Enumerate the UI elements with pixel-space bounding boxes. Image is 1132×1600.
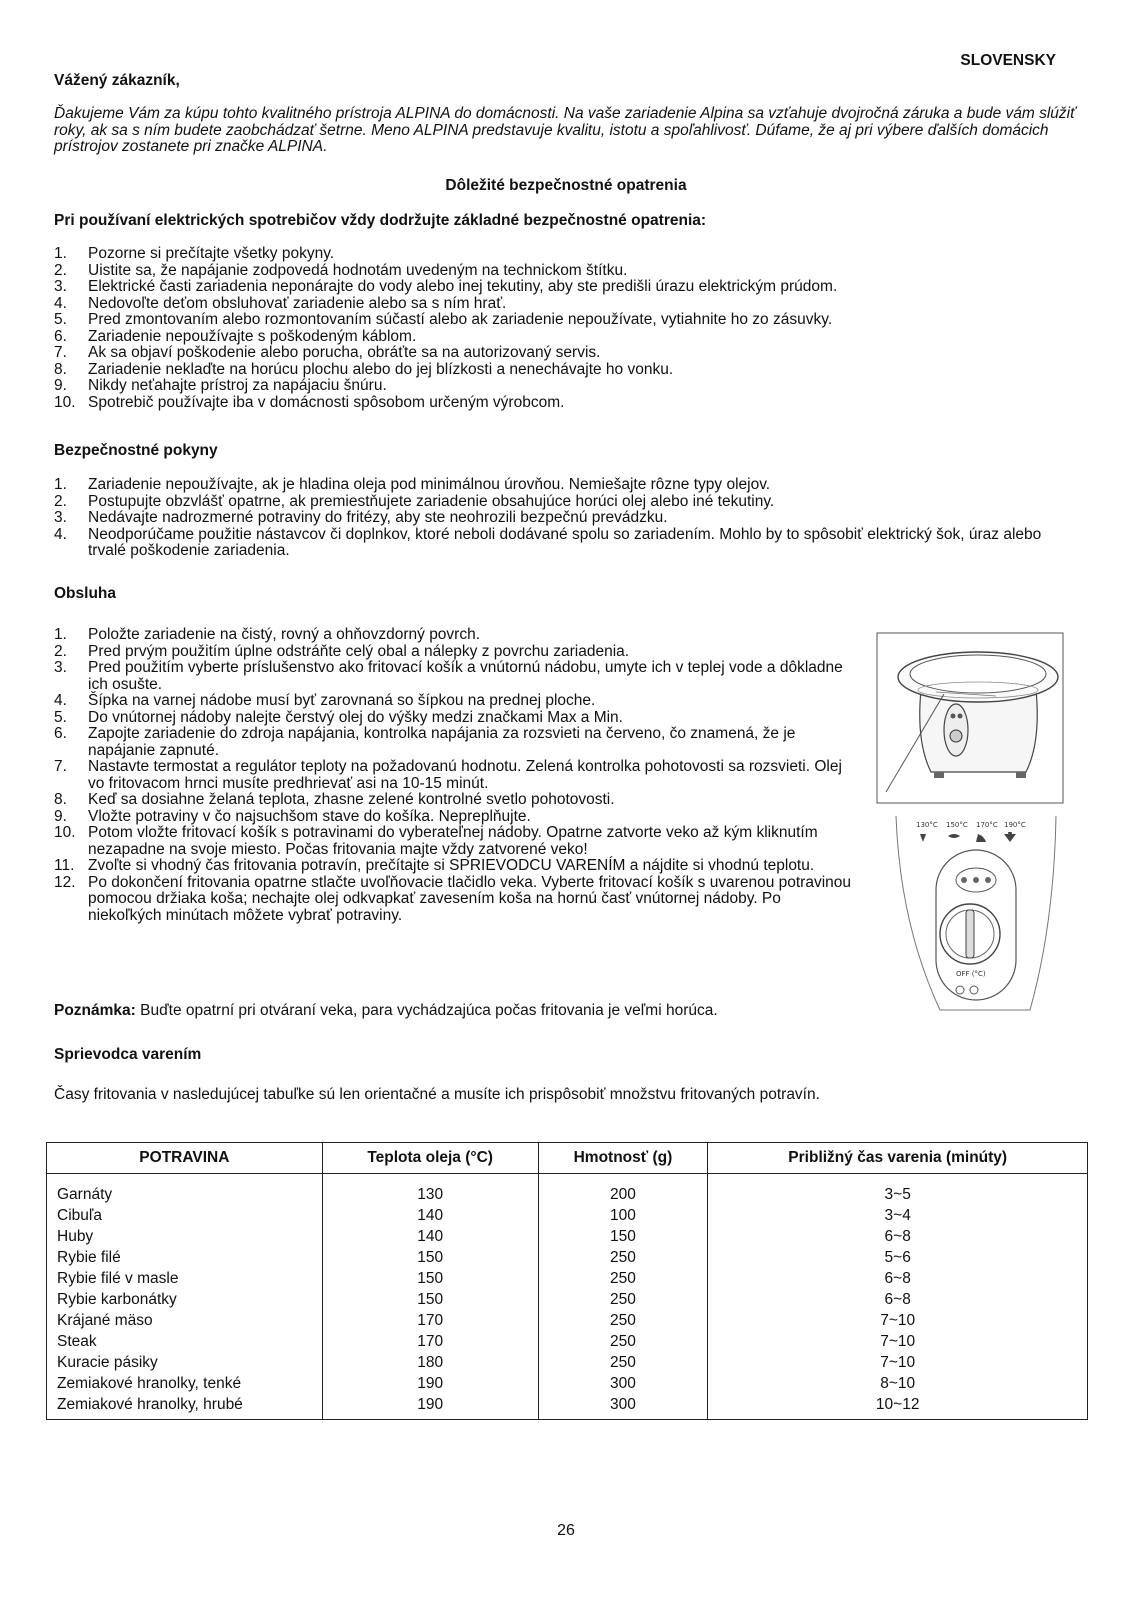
- operation-title: Obsluha: [54, 585, 117, 602]
- operation-list: [54, 627, 854, 924]
- intro-paragraph: Ďakujeme Vám za kúpu tohto kvalitného prístroja ALPINA do domácnosti. Na vaše zariadenie Alpina sa vzťahuje dvojročná záruka a bude vám slúžiť roky, ak sa s ním budete zaobchádzať šetrne. Meno ALPINA predstavuje kvalitu, istotu a spoľahlivosť. Dúfame, že aj pri výbere ďalších domácich prístrojov zostanete pri značke ALPINA.: [54, 105, 1076, 155]
- cell-time: 6~8: [708, 1226, 1088, 1247]
- table-header-row: [47, 1143, 1088, 1174]
- safety-item-text: Nedovoľte deťom obsluhovať zariadenie alebo sa s ním hrať.: [88, 294, 507, 312]
- safety-item-number: 5.: [54, 311, 67, 328]
- cell-food: Kuracie pásiky: [47, 1352, 323, 1373]
- operation-item: [54, 660, 854, 693]
- instruction-item-number: 1.: [54, 476, 67, 493]
- operation-item-text: Nastavte termostat a regulátor teploty na požadovanú hodnotu. Zelená kontrolka pohotovosti sa rozsvieti. Olej vo fritovacom hrnci musíte predhrievať asi na 10-15 minút.: [88, 758, 842, 792]
- instruction-item: [54, 527, 1058, 560]
- cell-food: Zemiakové hranolky, tenké: [47, 1373, 323, 1394]
- cell-food: Garnáty: [47, 1174, 323, 1206]
- operation-item: [54, 875, 854, 925]
- instruction-item-number: 2.: [54, 492, 67, 510]
- operation-item: [54, 858, 854, 875]
- safety-item-number: 4.: [54, 294, 67, 312]
- safety-item-text: Uistite sa, že napájanie zodpovedá hodnotám uvedeným na technickom štítku.: [88, 261, 628, 279]
- table-row: [47, 1174, 1088, 1206]
- safety-item: [54, 279, 1084, 296]
- table-row: [47, 1310, 1088, 1331]
- cell-time: 7~10: [708, 1331, 1088, 1352]
- operation-item-number: 8.: [54, 791, 67, 808]
- safety-item-number: 8.: [54, 360, 67, 378]
- off-label: OFF (°C): [956, 970, 986, 978]
- operation-item-text: Položte zariadenie na čistý, rovný a ohňovzdorný povrch.: [88, 626, 481, 643]
- operation-item-text: Potom vložte fritovací košík s potravinami do vyberateľnej nádoby. Opatrne zatvorte veko až kým kliknutím nezapadne na svoje miesto. Počas fritovania majte vždy zatvorené veko!: [88, 824, 818, 858]
- table-row: [47, 1394, 1088, 1420]
- note-text: Buďte opatrní pri otváraní veka, para vychádzajúca počas fritovania je veľmi horúca.: [135, 1002, 718, 1019]
- safety-item-text: Spotrebič používajte iba v domácnosti spôsobom určeným výrobcom.: [88, 393, 565, 411]
- fish-icon: [948, 834, 960, 838]
- operation-item-text: Vložte potraviny v čo najsuchšom stave do košíka. Nepreplňujte.: [88, 807, 531, 825]
- safety-item: [54, 345, 1084, 362]
- operation-item-text: Zapojte zariadenie do zdroja napájania, kontrolka napájania za rozsvieti na červeno, čo znamená, že je napájanie zapnuté.: [88, 725, 796, 759]
- cell-time: 6~8: [708, 1289, 1088, 1310]
- cell-oil-temp: 140: [322, 1226, 538, 1247]
- cell-time: 5~6: [708, 1247, 1088, 1268]
- cell-food: Zemiakové hranolky, hrubé: [47, 1394, 323, 1420]
- operation-item: [54, 726, 854, 759]
- language-label: SLOVENSKY: [960, 52, 1056, 69]
- safety-list: [54, 246, 1084, 411]
- instruction-item-text: Neodporúčame použitie nástavcov či doplnkov, ktoré neboli dodávané spolu so zariadením. Mohlo by to spôsobiť elektrický šok, úraz alebo trvalé poškodenie zariadenia.: [88, 525, 1042, 559]
- operation-item-text: Pred prvým použitím úplne odstráňte celý obal a nálepky z povrchu zariadenia.: [88, 642, 630, 660]
- operation-item: [54, 759, 854, 792]
- safety-item-text: Zariadenie nepoužívajte s poškodeným káblom.: [88, 327, 417, 345]
- fries-icon: [1004, 832, 1016, 842]
- cell-time: 3~4: [708, 1205, 1088, 1226]
- cooking-guide-table: [46, 1142, 1088, 1420]
- safety-item-text: Pred zmontovaním alebo rozmontovaním súčastí alebo ak zariadenie nepoužívate, vytiahnite ho zo zásuvky.: [88, 311, 833, 328]
- operation-item-number: 10.: [54, 824, 76, 841]
- header-food: POTRAVINA: [47, 1143, 323, 1174]
- safety-item-number: 9.: [54, 377, 67, 394]
- cell-weight: 150: [538, 1226, 708, 1247]
- cell-time: 7~10: [708, 1352, 1088, 1373]
- cell-weight: 250: [538, 1331, 708, 1352]
- safety-item: [54, 378, 1084, 395]
- table-row: [47, 1289, 1088, 1310]
- cell-weight: 250: [538, 1247, 708, 1268]
- temp-label-170: 170°C: [976, 821, 998, 829]
- note-label: Poznámka:: [54, 1002, 136, 1019]
- safety-item: [54, 362, 1084, 379]
- operation-item-text: Keď sa dosiahne želaná teplota, zhasne zelené kontrolné svetlo pohotovosti.: [88, 791, 615, 808]
- table-row: [47, 1247, 1088, 1268]
- cell-oil-temp: 150: [322, 1247, 538, 1268]
- safety-item: [54, 263, 1084, 280]
- safety-item-text: Elektrické časti zariadenia neponárajte do vody alebo inej tekutiny, aby ste predišli úrazu elektrickým prúdom.: [88, 278, 838, 295]
- shrimp-icon: [920, 834, 926, 842]
- cell-oil-temp: 190: [322, 1394, 538, 1420]
- operation-item-text: Zvoľte si vhodný čas fritovania potravín, prečítajte si SPRIEVODCU VARENÍM a nájdite si vhodnú teplotu.: [88, 857, 815, 874]
- safety-item-number: 2.: [54, 261, 67, 279]
- greeting: Vážený zákazník,: [54, 72, 180, 89]
- safety-item-number: 10.: [54, 393, 76, 411]
- cell-oil-temp: 180: [322, 1352, 538, 1373]
- cell-food: Rybie filé v masle: [47, 1268, 323, 1289]
- operation-item-text: Do vnútornej nádoby nalejte čerstvý olej do výšky medzi značkami Max a Min.: [88, 708, 623, 726]
- cell-food: Huby: [47, 1226, 323, 1247]
- table-row: [47, 1226, 1088, 1247]
- operation-item: [54, 792, 854, 809]
- guide-intro: Časy fritovania v nasledujúcej tabuľke sú len orientačné a musíte ich prispôsobiť množstvu fritovaných potravín.: [54, 1086, 820, 1103]
- safety-item: [54, 329, 1084, 346]
- cell-food: Rybie karbonátky: [47, 1289, 323, 1310]
- cell-weight: 300: [538, 1394, 708, 1420]
- operation-item: [54, 644, 854, 661]
- operation-item-text: Po dokončení fritovania opatrne stlačte uvoľňovacie tlačidlo veka. Vyberte fritovací košík s uvarenou potravinou pomocou držiaka koša; nechajte olej odkvapkať zavesením koša na hornú časť vnútornej nádoby. Po niekoľkých minútach môžete vybrať potraviny.: [88, 873, 852, 924]
- operation-item-number: 1.: [54, 626, 67, 643]
- operation-item-text: Šípka na varnej nádobe musí byť zarovnaná so šípkou na prednej ploche.: [88, 692, 596, 709]
- table-row: [47, 1352, 1088, 1373]
- page-number: 26: [557, 1522, 575, 1539]
- temp-label-150: 150°C: [946, 821, 968, 829]
- safety-item-number: 1.: [54, 245, 67, 262]
- safety-title: Dôležité bezpečnostné opatrenia: [445, 177, 687, 194]
- cell-weight: 250: [538, 1289, 708, 1310]
- cell-oil-temp: 170: [322, 1331, 538, 1352]
- cell-time: 3~5: [708, 1174, 1088, 1206]
- instructions-list: [54, 477, 1058, 560]
- safety-item-number: 7.: [54, 344, 67, 361]
- cell-time: 6~8: [708, 1268, 1088, 1289]
- safety-item-number: 6.: [54, 327, 67, 345]
- temp-label-130: 130°C: [916, 821, 938, 829]
- operation-item-number: 5.: [54, 708, 67, 726]
- note: [54, 1002, 718, 1020]
- cell-weight: 100: [538, 1205, 708, 1226]
- fryer-illustration: [876, 632, 1064, 804]
- cell-weight: 200: [538, 1174, 708, 1206]
- safety-item: [54, 296, 1084, 313]
- operation-item: [54, 627, 854, 644]
- safety-item-text: Ak sa objaví poškodenie alebo porucha, obráťte sa na autorizovaný servis.: [88, 344, 601, 361]
- safety-item-text: Zariadenie neklaďte na horúcu plochu alebo do jej blízkosti a nenechávajte ho vonku.: [88, 360, 674, 378]
- cell-weight: 250: [538, 1352, 708, 1373]
- cell-weight: 250: [538, 1268, 708, 1289]
- cell-weight: 250: [538, 1310, 708, 1331]
- instruction-item-number: 4.: [54, 525, 67, 543]
- header-weight: Hmotnosť (g): [538, 1143, 708, 1174]
- operation-item: [54, 825, 854, 858]
- operation-item-text: Pred použitím vyberte príslušenstvo ako fritovací košík a vnútornú nádobu, umyte ich v teplej vode a dôkladne ich osušte.: [88, 659, 843, 693]
- operation-item: [54, 710, 854, 727]
- cell-time: 10~12: [708, 1394, 1088, 1420]
- cell-oil-temp: 170: [322, 1310, 538, 1331]
- operation-item-number: 2.: [54, 642, 67, 660]
- cell-food: Krájané mäso: [47, 1310, 323, 1331]
- operation-item-number: 9.: [54, 807, 67, 825]
- instruction-item: [54, 494, 1058, 511]
- table-row: [47, 1331, 1088, 1352]
- instruction-item: [54, 477, 1058, 494]
- cell-weight: 300: [538, 1373, 708, 1394]
- operation-item-number: 3.: [54, 659, 67, 676]
- table-row: [47, 1205, 1088, 1226]
- operation-item-number: 7.: [54, 758, 67, 775]
- operation-item-number: 6.: [54, 725, 67, 742]
- cell-food: Steak: [47, 1331, 323, 1352]
- temp-label-190: 190°C: [1004, 821, 1026, 829]
- instruction-item-text: Nedávajte nadrozmerné potraviny do fritézy, aby ste neohrozili bezpečnú prevádzku.: [88, 509, 668, 526]
- chicken-icon: [976, 834, 986, 842]
- instruction-item-text: Postupujte obzvlášť opatrne, ak premiestňujete zariadenie obsahujúce horúci olej alebo iné tekutiny.: [88, 492, 775, 510]
- cell-oil-temp: 150: [322, 1289, 538, 1310]
- operation-item-number: 12.: [54, 873, 76, 891]
- instructions-title: Bezpečnostné pokyny: [54, 442, 218, 459]
- operation-item-number: 4.: [54, 692, 67, 709]
- table-row: [47, 1268, 1088, 1289]
- food-icons: [920, 832, 1016, 842]
- instruction-item-number: 3.: [54, 509, 67, 526]
- cell-food: Rybie filé: [47, 1247, 323, 1268]
- operation-item: [54, 693, 854, 710]
- control-panel-illustration: [890, 814, 1060, 1020]
- safety-lead: Pri používaní elektrických spotrebičov vždy dodržujte základné bezpečnostné opatrenia:: [54, 212, 707, 229]
- header-oil-temp: Teplota oleja (°C): [322, 1143, 538, 1174]
- cell-oil-temp: 140: [322, 1205, 538, 1226]
- safety-item: [54, 246, 1084, 263]
- cell-food: Cibuľa: [47, 1205, 323, 1226]
- cell-oil-temp: 150: [322, 1268, 538, 1289]
- safety-item-number: 3.: [54, 278, 67, 295]
- cell-time: 8~10: [708, 1373, 1088, 1394]
- cell-time: 7~10: [708, 1310, 1088, 1331]
- table-row: [47, 1373, 1088, 1394]
- cell-oil-temp: 130: [322, 1174, 538, 1206]
- guide-title: Sprievodca varením: [54, 1046, 202, 1063]
- operation-item: [54, 809, 854, 826]
- safety-item: [54, 395, 1084, 412]
- cell-oil-temp: 190: [322, 1373, 538, 1394]
- safety-item-text: Nikdy neťahajte prístroj za napájaciu šnúru.: [88, 377, 387, 394]
- safety-item-text: Pozorne si prečítajte všetky pokyny.: [88, 245, 335, 262]
- operation-item-number: 11.: [54, 857, 75, 874]
- instruction-item: [54, 510, 1058, 527]
- instruction-item-text: Zariadenie nepoužívajte, ak je hladina oleja pod minimálnou úrovňou. Nemiešajte rôzne typy olejov.: [88, 476, 771, 493]
- safety-item: [54, 312, 1084, 329]
- header-time: Približný čas varenia (minúty): [708, 1143, 1088, 1174]
